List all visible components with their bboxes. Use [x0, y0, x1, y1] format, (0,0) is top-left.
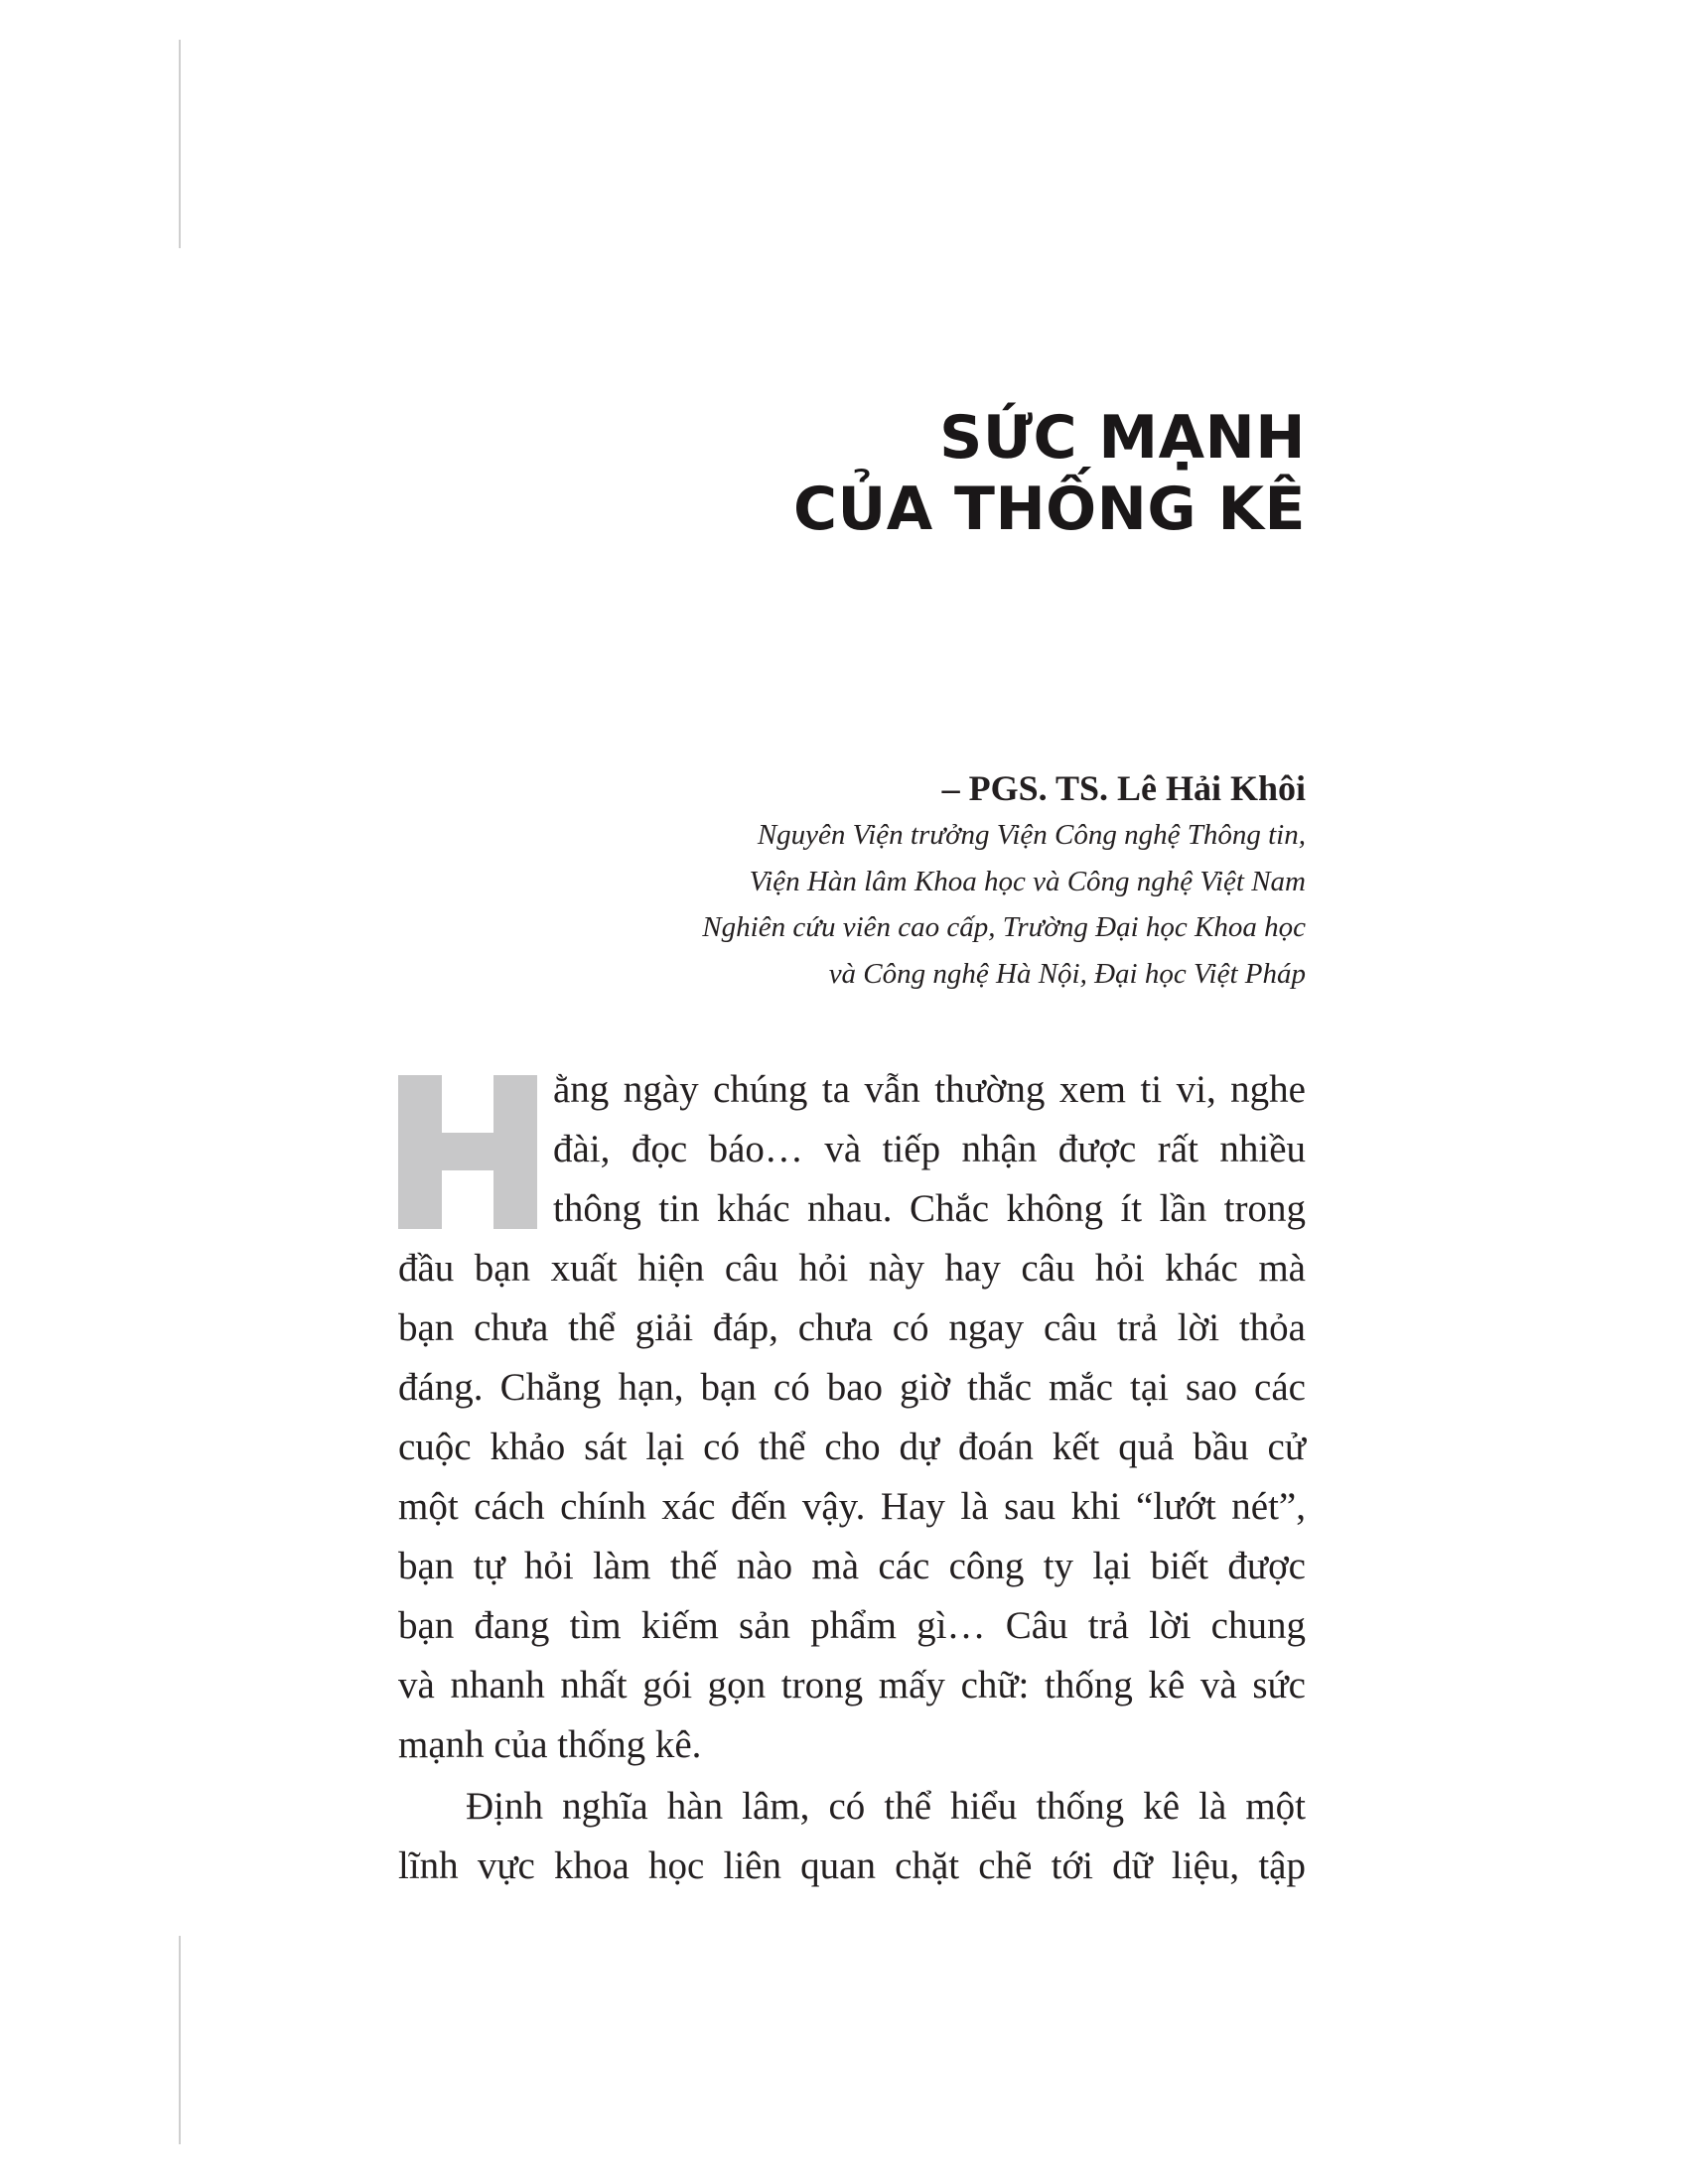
body-line-12: mạnh của thống kê.	[398, 1723, 702, 1766]
author-affiliation-line-2: Viện Hàn lâm Khoa học và Công nghệ Việt Nam	[749, 865, 1306, 897]
body-line-1: ằng ngày chúng ta vẫn thường xem ti vi, nghe	[553, 1068, 1306, 1111]
body-line-14: lĩnh vực khoa học liên quan chặt chẽ tới dữ liệu, tập	[398, 1844, 1306, 1887]
body-line-5: bạn chưa thể giải đáp, chưa có ngay câu trả lời thỏa	[398, 1306, 1306, 1349]
body-line-11: và nhanh nhất gói gọn trong mấy chữ: thống kê và sức	[398, 1664, 1306, 1706]
body-line-4: đầu bạn xuất hiện câu hỏi này hay câu hỏi khác mà	[398, 1247, 1306, 1290]
chapter-title	[793, 402, 1306, 545]
chapter-title-line-1: SỨC MẠNH	[939, 403, 1306, 473]
author-affiliation-line-1: Nguyên Viện trưởng Viện Công nghệ Thông tin,	[757, 819, 1306, 851]
drop-cap-letter-h	[398, 1075, 537, 1229]
body-line-6: đáng. Chẳng hạn, bạn có bao giờ thắc mắc tại sao các	[398, 1366, 1306, 1409]
body-line-2: đài, đọc báo… và tiếp nhận được rất nhiều	[553, 1128, 1306, 1170]
body-line-10: bạn đang tìm kiếm sản phẩm gì… Câu trả lời chung	[398, 1604, 1306, 1647]
crop-mark-bottom	[179, 1936, 181, 2144]
body-line-9: bạn tự hỏi làm thế nào mà các công ty lại biết được	[398, 1545, 1306, 1587]
body-line-7: cuộc khảo sát lại có thể cho dự đoán kết quả bầu cử	[398, 1426, 1306, 1468]
body-line-3: thông tin khác nhau. Chắc không ít lần trong	[553, 1187, 1306, 1230]
crop-mark-top	[179, 40, 181, 248]
chapter-title-line-2: CỦA THỐNG KÊ	[792, 475, 1306, 544]
author-affiliation-line-4: và Công nghệ Hà Nội, Đại học Việt Pháp	[828, 957, 1306, 990]
author-name: – PGS. TS. Lê Hải Khôi	[941, 768, 1306, 808]
body-line-13: Định nghĩa hàn lâm, có thể hiểu thống kê là một	[466, 1785, 1306, 1828]
body-line-8: một cách chính xác đến vậy. Hay là sau khi “lướt nét”,	[398, 1485, 1306, 1528]
author-block	[702, 764, 1306, 997]
author-affiliation-line-3: Nghiên cứu viên cao cấp, Trường Đại học Khoa học	[702, 911, 1306, 943]
